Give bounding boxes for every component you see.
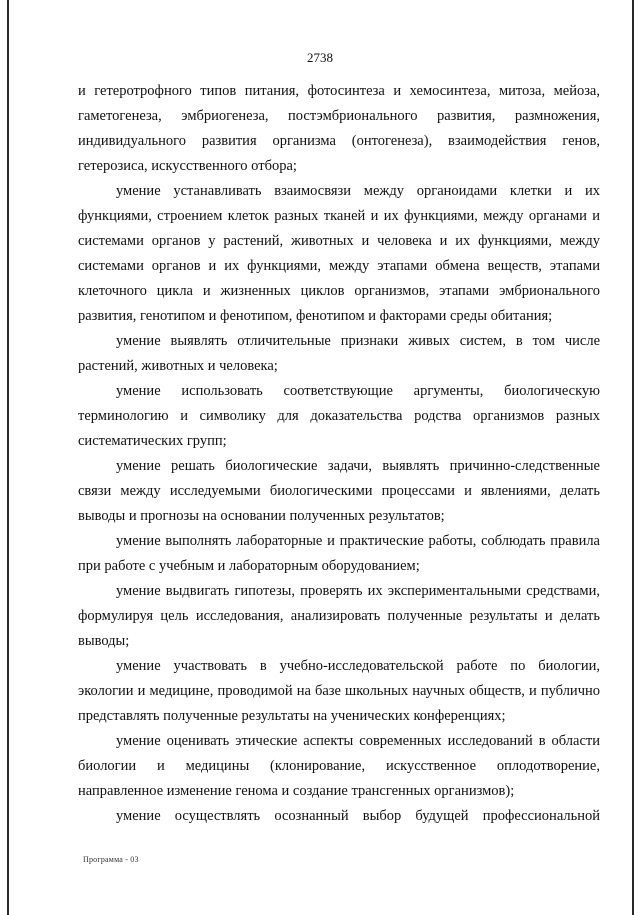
paragraph: умение использовать соответствующие аргументы, биологическую терминологию и символику для доказательства родства организмов разных систематических групп; xyxy=(78,383,600,449)
paragraph-last-line: умение осуществлять осознанный выбор будущей профессиональной xyxy=(116,808,600,824)
paragraph: умение решать биологические задачи, выявлять причинно-следственные связи между исследуемыми биологическими процессами и явлениями, делать выводы и прогнозы на основании полученных результатов; xyxy=(78,458,600,524)
paragraph: умение выдвигать гипотезы, проверять их экспериментальными средствами, формулируя цель исследования, анализировать полученные результаты и делать выводы; xyxy=(78,583,600,649)
paragraph: умение оценивать этические аспекты современных исследований в области биологии и медицины (клонирование, искусственное оплодотворение, направленное изменение генома и создание трансгенных организмов); xyxy=(78,733,600,799)
scan-edge-right xyxy=(632,0,634,915)
paragraph: умение выявлять отличительные признаки живых систем, в том числе растений, животных и человека; xyxy=(78,333,600,374)
footer-label: Программа - 03 xyxy=(83,855,139,864)
page-number: 2738 xyxy=(307,50,333,65)
paragraph: и гетеротрофного типов питания, фотосинтеза и хемосинтеза, митоза, мейоза, гаметогенеза, эмбриогенеза, постэмбрионального развития, размножения, индивидуального развития организма (онтогенеза), взаимодействия генов, гетерозиса, искусственного отбора; xyxy=(78,83,600,174)
paragraph: умение выполнять лабораторные и практические работы, соблюдать правила при работе с учебным и лабораторным оборудованием; xyxy=(78,533,600,574)
paragraph: умение устанавливать взаимосвязи между органоидами клетки и их функциями, строением клеток разных тканей и их функциями, между органами и системами органов у растений, животных и человека и их функциями, между системами органов и их функциями, между этапами обмена веществ, этапами клеточного цикла и жизненных циклов организмов, этапами эмбрионального развития, генотипом и фенотипом, фенотипом и факторами среды обитания; xyxy=(78,183,600,324)
scan-edge-left xyxy=(7,0,9,915)
body-text xyxy=(78,79,600,829)
paragraph: умение участвовать в учебно-исследовательской работе по биологии, экологии и медицине, проводимой на базе школьных научных обществ, и публично представлять полученные результаты на ученических конференциях; xyxy=(78,658,600,724)
